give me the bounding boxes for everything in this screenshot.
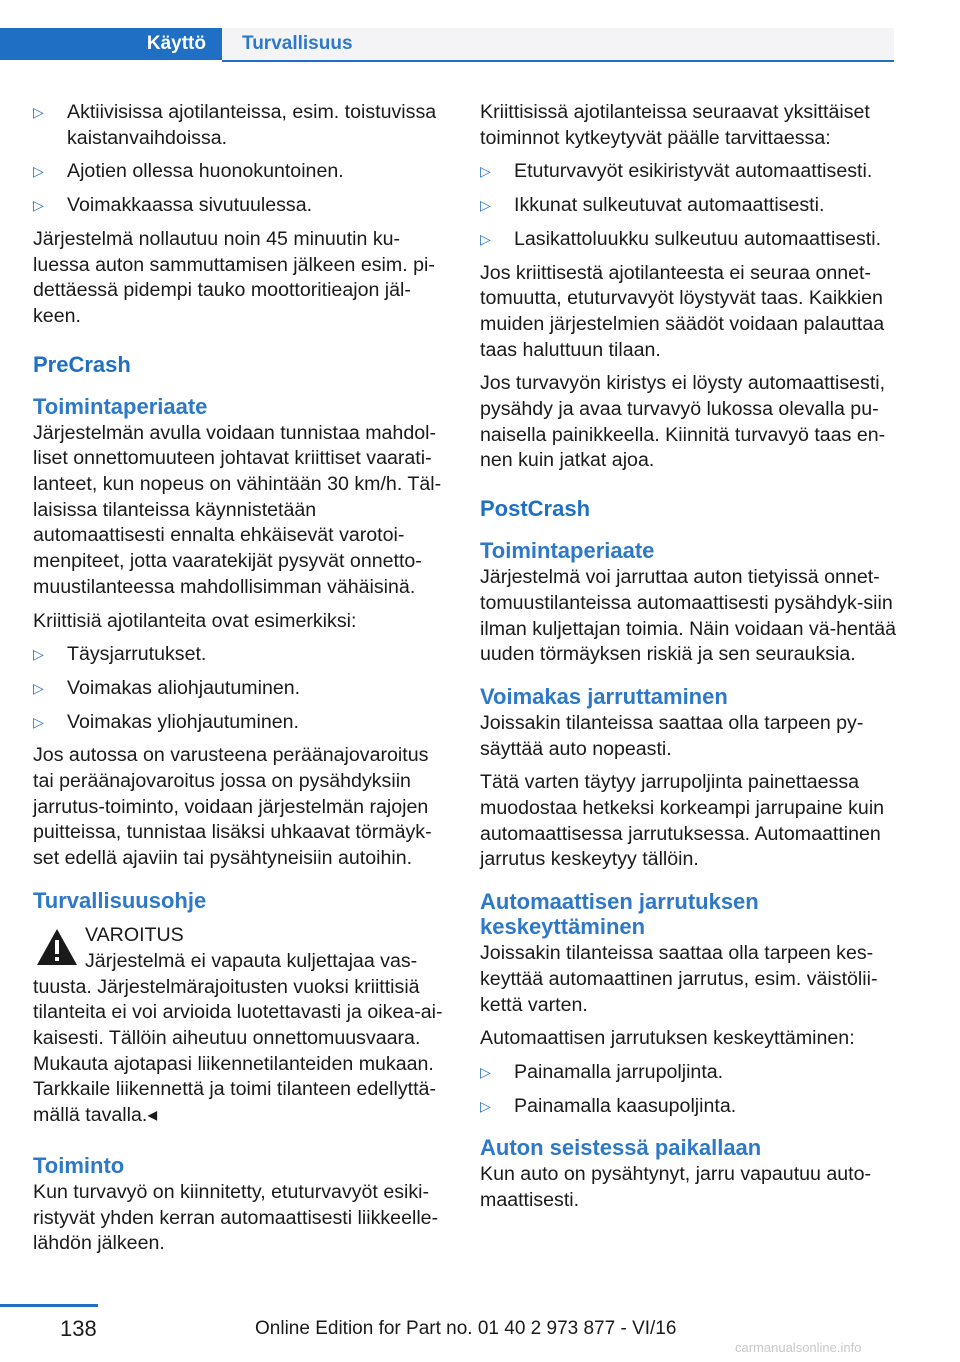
paragraph: Kriittisiä ajotilanteita ovat esimerkiksi:	[33, 609, 357, 632]
warning-text: Järjestelmä ei vapauta kuljettajaa vas-tuusta. Järjestelmärajoitusten vuoksi kriittisiä tilanteita ei voi arvioida luotettavasti ja oikea-ai-kaisesti. Tällöin aiheutuu onnettomuusvaara. Mukauta ajotapasi liikennetilanteiden mukaan. Tarkkaile liikennettä ja toimi tilanteen edellyttä-mällä tavalla.◂	[33, 949, 443, 1127]
list-item: ▷ Aktiivisissa ajotilanteissa, esim. toistuvissa kaistanvaihdoissa.	[33, 100, 451, 151]
triangle-right-icon: ▷	[480, 1097, 491, 1114]
triangle-right-icon: ▷	[33, 197, 44, 214]
list-item: ▷ Etuturvavyöt esikiristyvät automaattisesti.	[480, 159, 898, 185]
paragraph: Kriittisissä ajotilanteissa seuraavat yksittäiset toiminnot kytkeytyvät päälle tarvittaessa:	[480, 101, 870, 149]
paragraph: Kun turvavyö on kiinnitetty, etuturvavyöt esiki-ristyvät yhden kerran automaattisesti liikkeelle-lähdön jälkeen.	[33, 1180, 439, 1255]
list-item: ▷ Lasikattoluukku sulkeutuu automaattisesti.	[480, 227, 898, 253]
header-divider	[222, 60, 894, 62]
footer-divider	[0, 1304, 98, 1307]
paragraph: Järjestelmä voi jarruttaa auton tietyissä onnet-tomuustilanteissa automaattisesti pysähdyk-siin ilman kuljettajan toimia. Näin voidaan vä-hentää uuden törmäyksen riskiä ja sen seurauksia.	[480, 566, 897, 666]
tab-turvallisuus[interactable]: Turvallisuus	[222, 28, 894, 60]
triangle-right-icon: ▷	[480, 163, 491, 180]
edition-text: Online Edition for Part no. 01 40 2 973 877 - VI/16	[255, 1318, 677, 1339]
heading-turvallisuusohje: Turvallisuusohje	[33, 887, 207, 913]
heading-postcrash: PostCrash	[480, 496, 591, 522]
heading-jarrutuksen-keskeyttaminen: Automaattisen jarrutuksen keskeyttäminen	[480, 889, 759, 940]
paragraph: Järjestelmä nollautuu noin 45 minuutin ku-luessa auton sammuttamisen jälkeen esim. pi-dettäessä pidempi tauko moottoritieajon jäl-keen.	[33, 227, 435, 327]
list-item: ▷ Voimakas aliohjautuminen.	[33, 676, 451, 702]
paragraph: Jos turvavyön kiristys ei löysty automaattisesti, pysähdy ja avaa turvavyö lukossa olevalla pu-naisella painikkeella. Kiinnitä turvavyö taas en-nen kuin jatkat ajoa.	[480, 372, 886, 472]
heading-voimakas-jarruttaminen: Voimakas jarruttaminen	[480, 683, 728, 709]
list-item: ▷ Painamalla kaasupoljinta.	[480, 1094, 898, 1120]
right-column	[480, 100, 898, 1222]
list-item: ▷ Ajotien ollessa huonokuntoinen.	[33, 159, 451, 185]
triangle-right-icon: ▷	[480, 1063, 491, 1080]
list-item: ▷ Ikkunat sulkeutuvat automaattisesti.	[480, 193, 898, 219]
triangle-right-icon: ▷	[33, 163, 44, 180]
paragraph: Jos autossa on varusteena peräänajovaroitus tai peräänajovaroitus jossa on pysähdyksiin jarrutus-toiminto, voidaan järjestelmän rajojen puitteissa, tunnistaa lisäksi uhkaavat törmäyk-set edellä ajaviin tai pysähtyneisiin autoihin.	[33, 744, 432, 870]
watermark: carmanualsonline.info	[735, 1340, 862, 1355]
tab-kaytto[interactable]: Käyttö	[0, 28, 222, 60]
page-header	[0, 0, 960, 62]
left-column	[33, 100, 451, 1265]
heading-toimintaperiaate: Toimintaperiaate	[33, 393, 208, 419]
triangle-right-icon: ▷	[33, 713, 44, 730]
list-item: ▷ Voimakas yliohjautuminen.	[33, 710, 451, 736]
list-item: ▷ Painamalla jarrupoljinta.	[480, 1060, 898, 1086]
paragraph: Joissakin tilanteissa saattaa olla tarpeen py-säyttää auto nopeasti.	[480, 711, 864, 760]
warning-title: VAROITUS	[85, 923, 184, 946]
list-item: ▷ Täysjarrutukset.	[33, 642, 451, 668]
heading-toimintaperiaate: Toimintaperiaate	[480, 538, 655, 564]
warning-triangle-icon	[33, 923, 85, 971]
paragraph: Joissakin tilanteissa saattaa olla tarpeen kes-keyttää automaattinen jarrutus, esim. väistölii-kettä varten.	[480, 942, 878, 1016]
paragraph: Automaattisen jarrutuksen keskeyttäminen:	[480, 1027, 855, 1050]
triangle-right-icon: ▷	[480, 197, 491, 214]
list-item: ▷ Voimakkaassa sivutuulessa.	[33, 193, 451, 219]
triangle-right-icon: ▷	[33, 646, 44, 663]
paragraph: Tätä varten täytyy jarrupoljinta painettaessa muodostaa hetkeksi korkeampi jarrupaine kuin automaattisessa jarrutuksessa. Automaattinen jarrutus keskeytyy tällöin.	[480, 771, 885, 871]
page-number: 138	[60, 1316, 97, 1341]
paragraph: Jos kriittisestä ajotilanteesta ei seuraa onnet-tomuutta, etuturvavyöt löystyvät taas. Kaikkien muiden järjestelmien säädöt voidaan palauttaa taas haluttuun tilaan.	[480, 261, 885, 361]
paragraph: Järjestelmän avulla voidaan tunnistaa mahdol-liset onnettomuuteen johtavat kriittiset vaarati-lanteet, kun nopeus on vähintään 30 km/h. Täl-laisissa tilanteissa käynnistetään automaattisesti ennalta ehkäisevät varotoi-menpiteet, jotta vaaratekijät pysyvät onnetto-muustilanteessa mahdollisimman vähäisinä.	[33, 421, 442, 598]
triangle-right-icon: ▷	[33, 679, 44, 696]
heading-precrash: PreCrash	[33, 351, 131, 377]
triangle-right-icon: ▷	[33, 104, 44, 120]
triangle-right-icon: ▷	[480, 230, 491, 247]
heading-auton-seistessa: Auton seistessä paikallaan	[480, 1135, 762, 1161]
heading-toiminto: Toiminto	[33, 1152, 125, 1178]
paragraph: Kun auto on pysähtynyt, jarru vapautuu auto-maattisesti.	[480, 1163, 872, 1212]
